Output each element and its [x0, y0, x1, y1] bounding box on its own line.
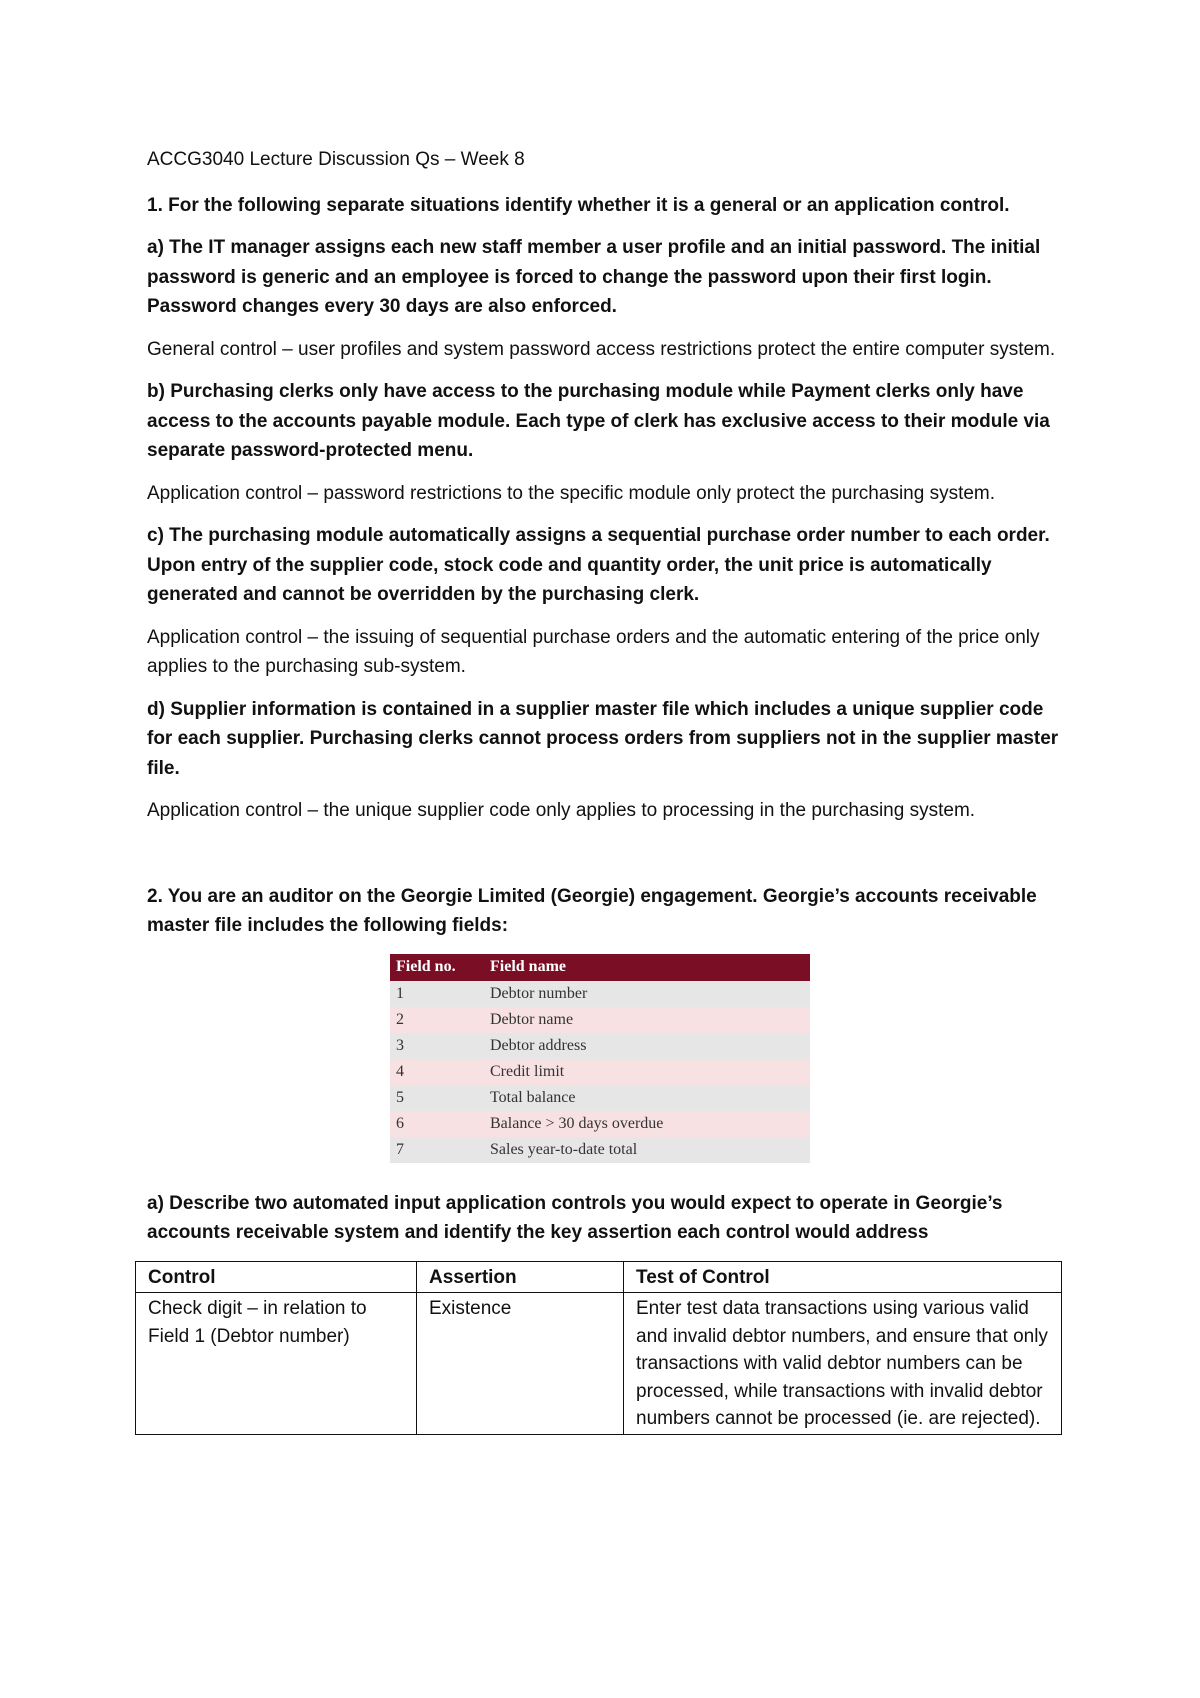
field-number-cell: 2: [390, 1007, 484, 1033]
field-table-row: [390, 1111, 810, 1137]
control-table-row: [136, 1293, 1062, 1435]
field-name-cell: Debtor name: [484, 1007, 810, 1033]
field-table-row: [390, 1033, 810, 1059]
assertion-cell: Existence: [417, 1293, 624, 1435]
document-body: [147, 145, 1067, 1435]
field-table: [390, 954, 810, 1163]
field-name-cell: Credit limit: [484, 1059, 810, 1085]
field-number-cell: 3: [390, 1033, 484, 1059]
field-name-cell: Sales year-to-date total: [484, 1137, 810, 1163]
field-table-row: [390, 1007, 810, 1033]
question-1a: a) The IT manager assigns each new staff member a user profile and an initial password. The initial password is generic and an employee is forced to change the password upon their first login. Password changes every 30 days are also enforced.: [147, 237, 1041, 317]
field-table-header: Field no.: [390, 954, 484, 981]
question-1d: d) Supplier information is contained in a supplier master file which includes a unique supplier code for each supplier. Purchasing clerks cannot process orders from suppliers not in the supplier master file.: [147, 698, 1059, 779]
document-title: ACCG3040 Lecture Discussion Qs – Week 8: [147, 149, 525, 170]
field-name-cell: Debtor number: [484, 981, 810, 1007]
field-number-cell: 5: [390, 1085, 484, 1111]
question-2-prompt: 2. You are an auditor on the Georgie Limited (Georgie) engagement. Georgie’s accounts receivable master file includes the following fields:: [147, 885, 1037, 936]
control-table: [135, 1261, 1062, 1435]
question-1b: b) Purchasing clerks only have access to the purchasing module while Payment clerks only have access to the accounts payable module. Each type of clerk has exclusive access to their module via separate password-protected menu.: [147, 381, 1050, 461]
question-1c: c) The purchasing module automatically assigns a sequential purchase order number to each order. Upon entry of the supplier code, stock code and quantity order, the unit price is automatically generated and cannot be overridden by the purchasing clerk.: [147, 525, 1050, 605]
field-table-row: [390, 1137, 810, 1163]
control-table-header-row: [136, 1261, 1062, 1293]
field-number-cell: 4: [390, 1059, 484, 1085]
control-cell: Check digit – in relation to Field 1 (Debtor number): [136, 1293, 417, 1435]
test-of-control-cell: Enter test data transactions using various valid and invalid debtor numbers, and ensure that only transactions with valid debtor numbers can be processed, while transactions with invalid debtor numbers cannot be processed (ie. are rejected).: [624, 1293, 1062, 1435]
field-number-cell: 6: [390, 1111, 484, 1137]
field-table-row: [390, 1085, 810, 1111]
field-table-header-row: [390, 954, 810, 981]
answer-1d: Application control – the unique supplier code only applies to processing in the purchasing system.: [147, 800, 976, 821]
section-spacer: [147, 839, 1067, 882]
answer-1a: General control – user profiles and system password access restrictions protect the entire computer system.: [147, 338, 1056, 360]
answer-1b: Application control – password restrictions to the specific module only protect the purchasing system.: [147, 482, 996, 504]
control-table-header: Control: [136, 1261, 417, 1293]
answer-1c: Application control – the issuing of sequential purchase orders and the automatic entering of the price only applies to the purchasing sub-system.: [147, 626, 1040, 677]
field-name-cell: Total balance: [484, 1085, 810, 1111]
control-table-header: Assertion: [417, 1261, 624, 1293]
field-number-cell: 1: [390, 981, 484, 1007]
field-name-cell: Debtor address: [484, 1033, 810, 1059]
field-table-row: [390, 1059, 810, 1085]
question-2a: a) Describe two automated input application controls you would expect to operate in Georgie’s accounts receivable system and identify the key assertion each control would address: [147, 1192, 1003, 1243]
question-1-prompt: 1. For the following separate situations identify whether it is a general or an application control.: [147, 194, 1010, 216]
field-number-cell: 7: [390, 1137, 484, 1163]
field-table-row: [390, 981, 810, 1007]
field-name-cell: Balance > 30 days overdue: [484, 1111, 810, 1137]
control-table-header: Test of Control: [624, 1261, 1062, 1293]
field-table-header: Field name: [484, 954, 810, 981]
